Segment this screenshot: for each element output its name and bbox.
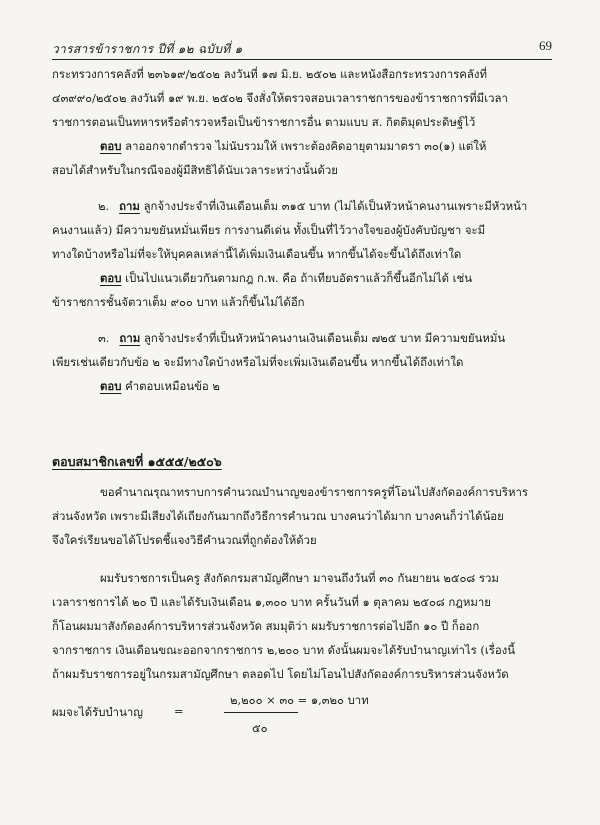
header-rule	[52, 59, 552, 60]
question-number: ๒.	[98, 199, 110, 213]
text-line: จากราชการ เงินเดือนขณะออกจากราชการ ๒,๒๐๐ บาท ดังนั้นผมจะได้รับบำนาญเท่าไร (เรื่องนี้	[52, 643, 516, 657]
formula-label: ผมจะได้รับบำนาญ	[52, 705, 143, 719]
answer-text: เป็นไปแนวเดียวกันตามกฎ ก.พ. คือ ถ้าเทียบอัตราแล้วก็ขึ้นอีกไม่ได้ เช่น	[121, 271, 473, 285]
answer-line	[52, 266, 552, 290]
spacer	[52, 552, 552, 566]
answer-text: ลาออกจากตำรวจ ไม่นับรวมให้ เพราะต้องคิดอายุตามมาตรา ๓๐(๑) แต่ให้	[121, 139, 487, 153]
text-line: คนงานแล้ว) มีความขยันหมั่นเพียร การงานดีเด่น ทั้งเป็นที่ไว้วางใจของผู้บังคับบัญชา จะมี	[52, 223, 486, 237]
text-line: ถ้าผมรับราชการอยู่ในกรมสามัญศึกษา ตลอดไป โดยไม่โอนไปสังกัดองค์การบริหารส่วนจังหวัด	[52, 667, 509, 681]
formula-numerator: ๒,๒๐๐ × ๓๐ = ๑,๓๒๐ บาท	[230, 693, 369, 707]
text-line: ๔๓๙๙๐/๒๕๐๒ ลงวันที่ ๑๙ พ.ย. ๒๕๐๒ จึงสั่งให้ตรวจสอบเวลาราชการของข้าราชการที่มีเวลา	[52, 91, 508, 105]
text-line: เวลาราชการได้ ๒๐ ปี และได้รับเงินเดือน ๑,๓๐๐ บาท ครั้นวันที่ ๑ ตุลาคม ๒๕๐๘ กฎหมาย	[52, 595, 491, 609]
text-line: จึงใคร่เรียนขอได้โปรดชี้แจงวิธีคำนวณที่ถูกต้องให้ด้วย	[52, 533, 317, 547]
answer-line	[52, 374, 552, 398]
text-line: ทางใดบ้างหรือไม่ที่จะให้บุคคลเหล่านี้ได้เพิ่มเงินเดือนขึ้น หากขึ้นได้จะขึ้นได้ถึงเท่าใด	[52, 247, 462, 261]
running-header	[52, 38, 552, 58]
text-line: ผมรับราชการเป็นครู สังกัดกรมสามัญศึกษา มาจนถึงวันที่ ๓๐ กันยายน ๒๕๐๘ รวม	[100, 571, 499, 585]
qa-block	[52, 62, 552, 398]
answer-label: ตอบ	[100, 271, 122, 285]
question-line	[52, 326, 552, 350]
answer-label: ตอบ	[100, 139, 122, 153]
formula-denominator: ๕๐	[252, 721, 268, 735]
answer-line	[52, 134, 552, 158]
question-text: ลูกจ้างประจำที่เงินเดือนเต็ม ๓๑๕ บาท (ไม่ได้เป็นหัวหน้าคนงานเพราะมีหัวหน้า	[139, 199, 528, 213]
text-line: เพียรเช่นเดียวกับข้อ ๒ จะมีทางใดบ้างหรือไม่ที่จะเพิ่มเงินเดือนขึ้น หากขึ้นได้ถึงเท่าใด	[52, 355, 464, 369]
answer-text: คำตอบเหมือนข้อ ๒	[121, 379, 220, 393]
text-line: สอบได้สำหรับในกรณีจองผู้มีสิทธิได้นับเวลาระหว่างนั้นด้วย	[52, 163, 338, 177]
spacer	[52, 314, 552, 326]
question-line	[52, 194, 552, 218]
pension-formula	[52, 690, 572, 750]
page-number: 69	[539, 38, 552, 53]
text-line: กระทรวงการคลังที่ ๒๓๖๑๙/๒๕๐๒ ลงวันที่ ๑๗ มิ.ย. ๒๕๐๒ และหนังสือกระทรวงการคลังที่	[52, 67, 487, 81]
section-heading: ตอบสมาชิกเลขที่ ๑๕๕๕/๒๕๐๖	[52, 454, 222, 469]
text-line: ส่วนจังหวัด เพราะมีเสียงได้เถียงกันมากถึงวิธีการคำนวณ บางคนว่าได้มาก บางคนก็ว่าได้น้อย	[52, 509, 504, 523]
question-text: ลูกจ้างประจำที่เป็นหัวหน้าคนงานเงินเดือนเต็ม ๗๒๕ บาท มีความขยันหมั่น	[140, 331, 506, 345]
question-number: ๓.	[98, 331, 110, 345]
formula-equals: =	[174, 704, 184, 718]
member-question-block	[52, 480, 552, 686]
text-line: ขอคำนาณรุณาทราบการคำนวณบำนาญของข้าราชการครูที่โอนไปสังกัดองค์การบริหาร	[100, 485, 529, 499]
spacer	[52, 182, 552, 194]
text-line: ราชการตอนเป็นทหารหรือตำรวจหรือเป็นข้าราชการอื่น ตามแบบ ส. กิตติมุดประดิษฐ์ไว้	[52, 115, 476, 129]
journal-title: วารสารข้าราชการ ปีที่ ๑๒ ฉบับที่ ๑	[52, 42, 243, 56]
fraction-bar	[224, 712, 298, 713]
text-line: ก็โอนผมมาสังกัดองค์การบริหารส่วนจังหวัด สมมุติว่า ผมรับราชการต่อไปอีก ๑๐ ปี ก็ออก	[52, 619, 480, 633]
text-line: ข้าราชการชั้นจัตวาเต็ม ๙๐๐ บาท แล้วก็ขึ้นไม่ได้อีก	[52, 295, 305, 309]
question-label: ถาม	[119, 199, 140, 213]
answer-label: ตอบ	[100, 379, 122, 393]
question-label: ถาม	[119, 331, 141, 345]
